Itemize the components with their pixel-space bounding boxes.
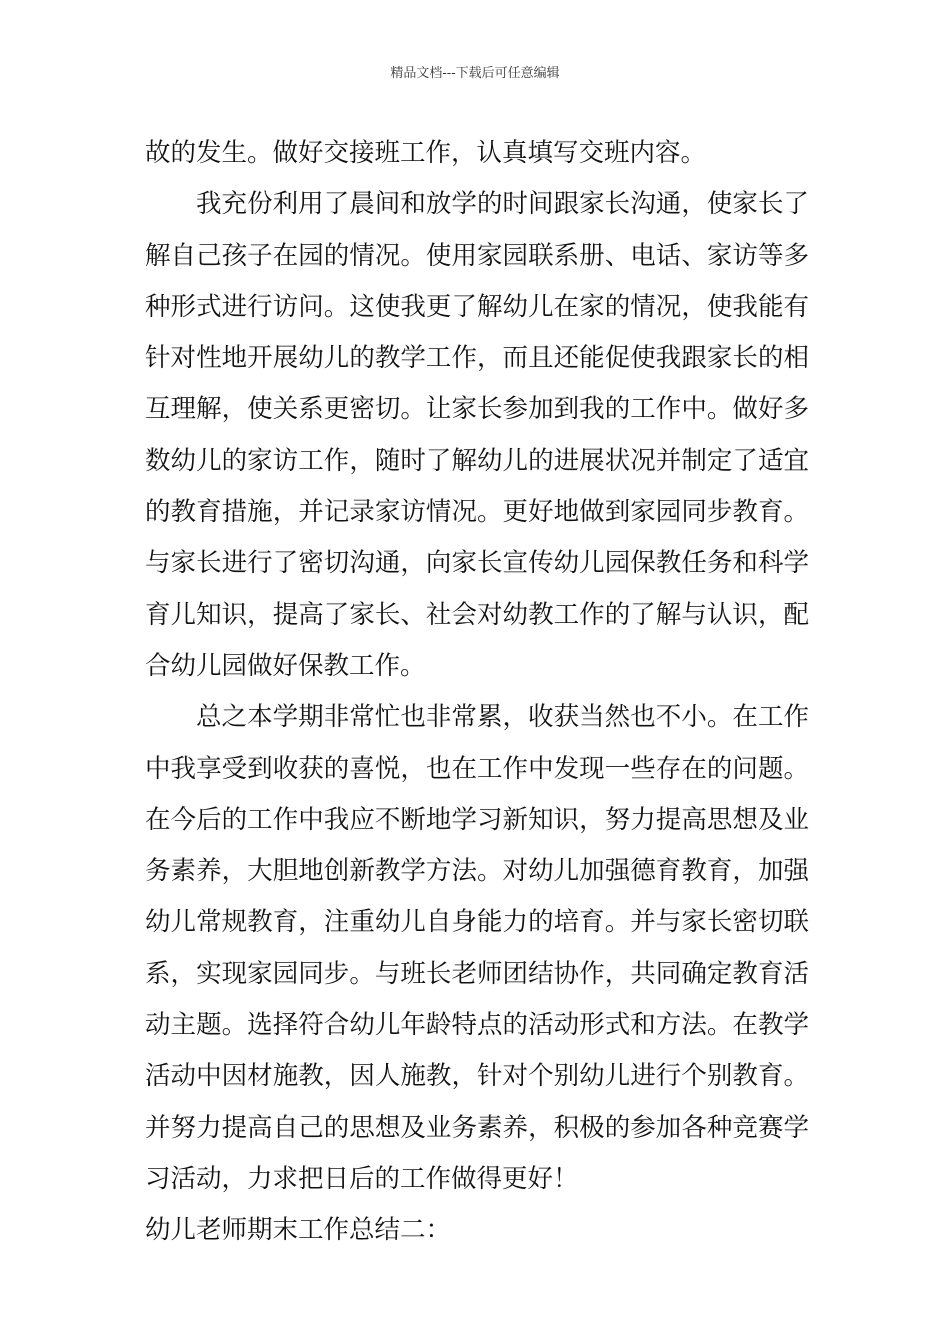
section-heading: 幼儿老师期末工作总结二：	[145, 1215, 452, 1246]
paragraph-summary: 总之本学期非常忙也非常累，收获当然也不小。在工作中我享受到收获的喜悦，也在工作中发现一些存在的问题。在今后的工作中我应不断地学习新知识，努力提高思想及业务素养，大胆地创新教学方法。对幼儿加强德育教育，加强幼儿常规教育，注重幼儿自身能力的培育。并与家长密切联系，实现家园同步。与班长老师团结协作，共同确定教育活动主题。选择符合幼儿年龄特点的活动形式和方法。在教学活动中因材施教，因人施教，针对个别幼儿进行个别教育。并努力提高自己的思想及业务素养，积极的参加各种竞赛学习活动，力求把日后的工作做得更好！	[145, 702, 809, 1194]
document-body	[145, 128, 809, 1257]
paragraph-continuation: 故的发生。做好交接班工作，认真填写交班内容。	[145, 138, 707, 168]
paragraph-parent-communication: 我充份利用了晨间和放学的时间跟家长沟通，使家长了解自己孩子在园的情况。使用家园联系册、电话、家访等多种形式进行访问。这使我更了解幼儿在家的情况，使我能有针对性地开展幼儿的教学工作，而且还能促使我跟家长的相互理解，使关系更密切。让家长参加到我的工作中。做好多数幼儿的家访工作，随时了解幼儿的进展状况并制定了适宜的教育措施，并记录家访情况。更好地做到家园同步教育。与家长进行了密切沟通，向家长宣传幼儿园保教任务和科学育儿知识，提高了家长、社会对幼教工作的了解与认识，配合幼儿园做好保教工作。	[145, 189, 809, 681]
page-header: 精品文档---下载后可任意编辑	[390, 66, 560, 81]
